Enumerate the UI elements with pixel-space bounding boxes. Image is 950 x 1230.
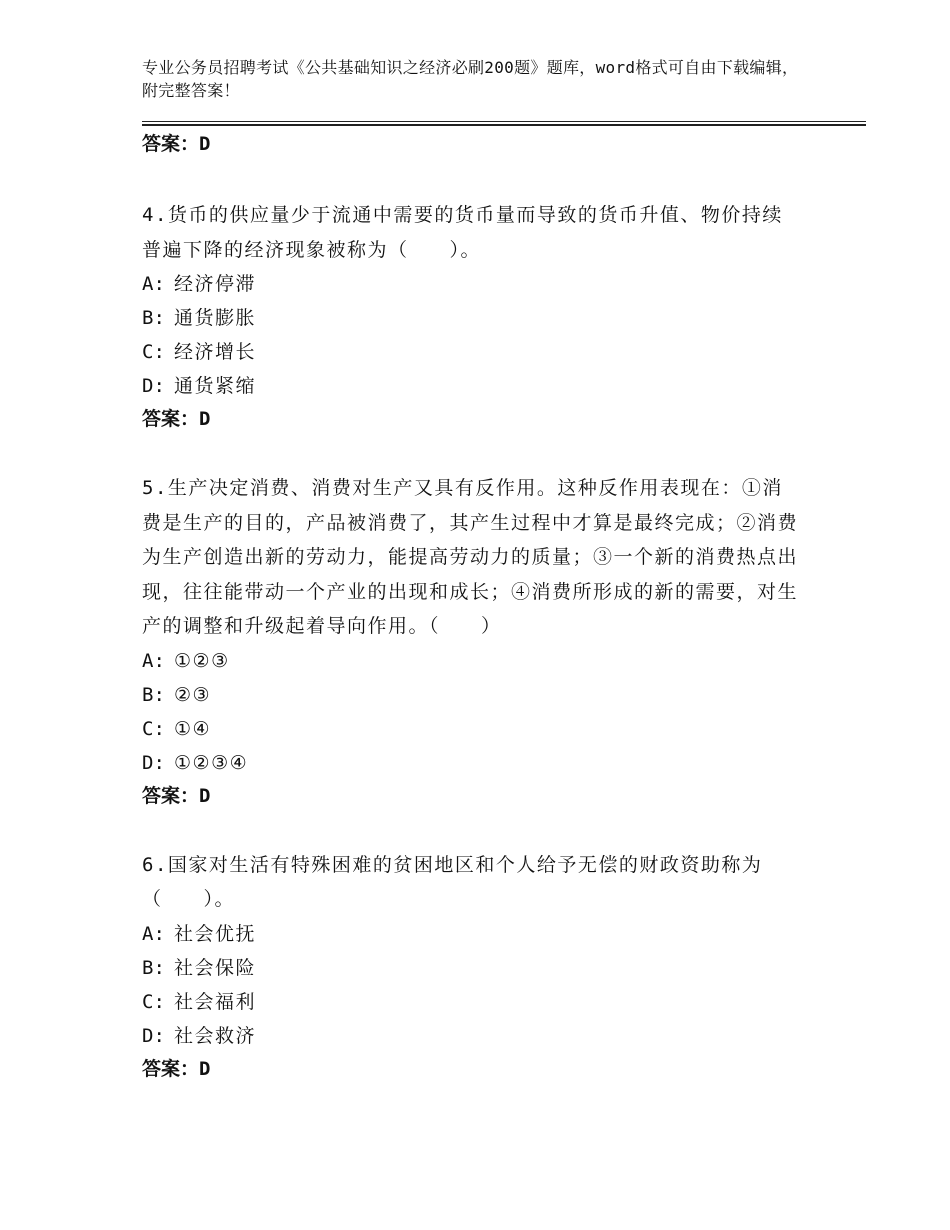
option-d <box>142 746 802 780</box>
document-header: 专业公务员招聘考试《公共基础知识之经济必刷200题》题库，word格式可自由下载编辑，附完整答案！ <box>142 58 799 100</box>
option-b <box>142 951 802 985</box>
option-text: 通货紧缩 <box>174 375 257 397</box>
option-letter: D: <box>142 375 165 397</box>
question-4 <box>142 198 802 435</box>
option-letter: C: <box>142 717 165 740</box>
answer-value: D <box>199 133 211 155</box>
answer-value: D <box>199 408 211 430</box>
option-text: 社会保险 <box>174 956 257 979</box>
option-text: 社会优抚 <box>174 922 257 945</box>
option-letter: B: <box>142 956 165 979</box>
header-rule-thick <box>142 124 866 126</box>
option-text: ①④ <box>174 717 212 740</box>
answer-value: D <box>199 1057 211 1080</box>
answer-line <box>142 780 802 812</box>
question-6 <box>142 848 802 1085</box>
answer-label: 答案： <box>142 133 200 155</box>
option-a <box>142 267 802 301</box>
option-letter: C: <box>142 341 165 363</box>
option-c <box>142 712 802 746</box>
option-text: ①②③ <box>174 649 230 672</box>
option-letter: B: <box>142 683 165 706</box>
option-text: 经济增长 <box>174 341 257 363</box>
option-letter: A: <box>142 922 165 945</box>
option-b <box>142 678 802 712</box>
option-text: 经济停滞 <box>174 273 257 295</box>
option-letter: B: <box>142 307 165 329</box>
option-b <box>142 301 802 335</box>
answer-label: 答案： <box>142 1057 200 1080</box>
option-letter: A: <box>142 273 165 295</box>
option-text: 社会福利 <box>174 990 257 1013</box>
answer-value: D <box>199 784 211 807</box>
option-c <box>142 985 802 1019</box>
question-text: 5.生产决定消费、消费对生产又具有反作用。这种反作用表现在：①消费是生产的目的，产品被消费了，其产生过程中才算是最终完成；②消费为生产创造出新的劳动力，能提高劳动力的质量；③一个新的消费热点出现，往往能带动一个产业的出现和成长；④消费所形成的新的需要，对生产的调整和升级起着导向作用。（ ） <box>142 477 799 637</box>
question-text: 6.国家对生活有特殊困难的贫困地区和个人给予无偿的财政资助称为（ ）。 <box>142 853 763 910</box>
option-letter: D: <box>142 1024 165 1047</box>
option-text: 通货膨胀 <box>174 307 257 329</box>
document-body <box>142 128 802 1085</box>
option-letter: D: <box>142 751 165 774</box>
answer-line <box>142 1053 802 1085</box>
option-text: ①②③④ <box>174 751 249 774</box>
answer-line <box>142 403 802 435</box>
option-a <box>142 644 802 678</box>
answer-label: 答案： <box>142 784 200 807</box>
option-text: ②③ <box>174 683 212 706</box>
header-rule-thin <box>142 121 866 122</box>
option-letter: C: <box>142 990 165 1013</box>
option-d <box>142 1019 802 1053</box>
question-text: 4.货币的供应量少于流通中需要的货币量而导致的货币升值、物价持续普遍下降的经济现象被称为（ ）。 <box>142 204 783 261</box>
answer-line-q3 <box>142 128 802 162</box>
option-d <box>142 369 802 403</box>
option-text: 社会救济 <box>174 1024 257 1047</box>
question-5 <box>142 471 802 812</box>
answer-label: 答案： <box>142 408 200 430</box>
option-a <box>142 917 802 951</box>
option-c <box>142 335 802 369</box>
option-letter: A: <box>142 649 165 672</box>
